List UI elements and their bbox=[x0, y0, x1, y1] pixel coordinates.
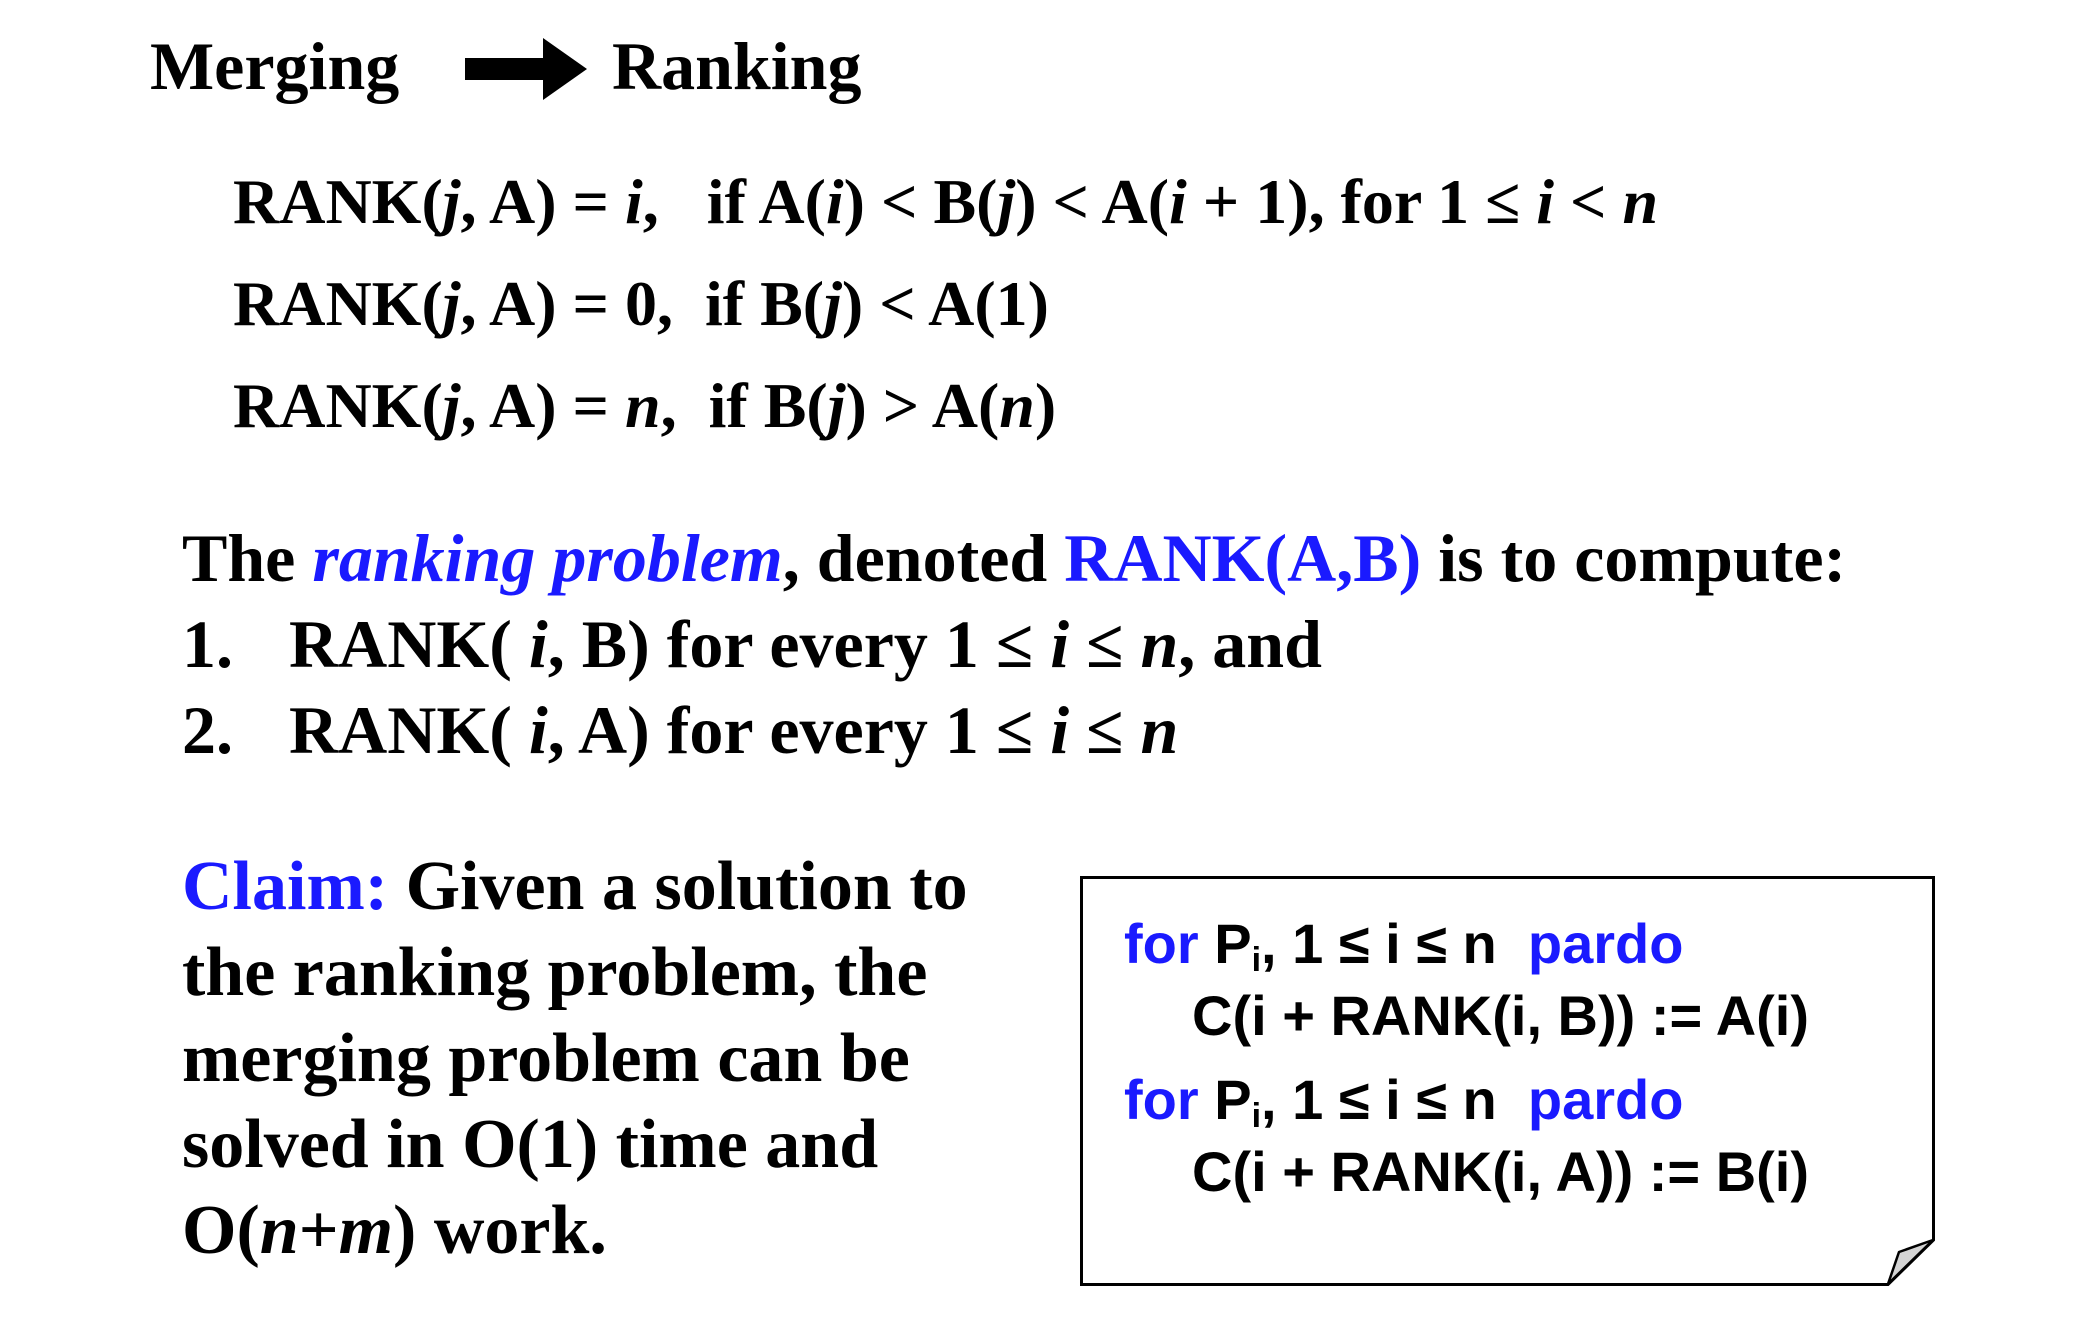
claim-line-5: O(n+m) work. bbox=[182, 1192, 607, 1269]
claim-line-4: solved in O(1) time and bbox=[182, 1106, 879, 1183]
rank-notation: RANK(A,B) bbox=[1064, 520, 1422, 596]
definition-line-1: RANK(j, A) = i, if A(i) < B(j) < A(i + 1), for 1 ≤ i < n bbox=[233, 166, 1659, 237]
header-merging: Merging bbox=[150, 28, 400, 104]
definition-line-2: RANK(j, A) = 0, if B(j) < A(1) bbox=[233, 268, 1049, 339]
code-loop-1-header: for $P_i$, 1 ≤ i ≤ n pardo bbox=[1124, 912, 1684, 979]
code-loop-2-header: for $P_i$, 1 ≤ i ≤ n pardo bbox=[1124, 1068, 1684, 1135]
definition-line-3: RANK(j, A) = n, if B(j) > A(n) bbox=[233, 370, 1057, 441]
code-note-box bbox=[1080, 876, 1935, 1286]
code-keyword-pardo: pardo bbox=[1527, 912, 1684, 975]
ranking-problem-term: ranking problem bbox=[312, 520, 783, 596]
code-keyword-for: for bbox=[1124, 1068, 1199, 1131]
folded-corner-icon bbox=[1885, 1236, 1935, 1286]
code-keyword-for: for bbox=[1124, 912, 1199, 975]
code-loop-1-body: C(i + RANK(i, B)) := A(i) bbox=[1192, 984, 1809, 1047]
problem-item-1: 1. RANK( i, B) for every 1 ≤ i ≤ n, and bbox=[182, 606, 1322, 682]
claim-line-2: the ranking problem, the bbox=[182, 934, 928, 1011]
claim-line-3: merging problem can be bbox=[182, 1020, 910, 1097]
problem-statement: The ranking problem, denoted RANK(A,B) is to compute: bbox=[182, 520, 1847, 596]
header-ranking: Ranking bbox=[612, 28, 862, 104]
right-arrow-icon bbox=[465, 38, 587, 100]
code-keyword-pardo: pardo bbox=[1527, 1068, 1684, 1131]
claim-label: Claim: bbox=[182, 848, 389, 925]
claim-line-1: Claim: Given a solution to bbox=[182, 848, 968, 925]
problem-item-2: 2. RANK( i, A) for every 1 ≤ i ≤ n bbox=[182, 692, 1179, 768]
code-loop-2-body: C(i + RANK(i, A)) := B(i) bbox=[1192, 1140, 1809, 1203]
